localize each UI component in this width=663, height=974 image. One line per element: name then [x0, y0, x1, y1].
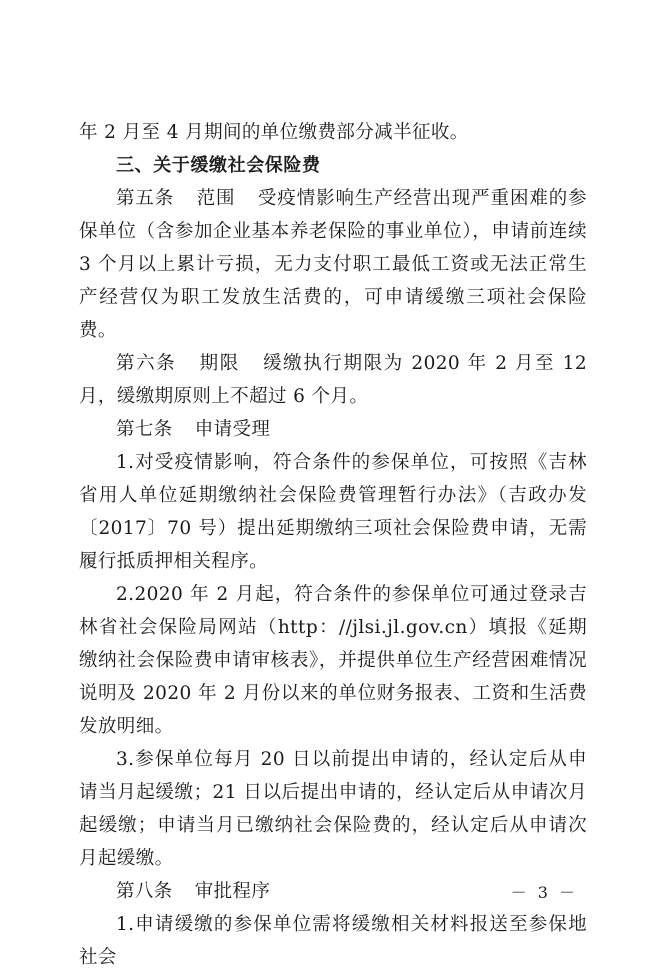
article-6 — [79, 347, 587, 413]
article-5-text: 受疫情影响生产经营出现严重困难的参保单位（含参加企业基本养老保险的事业单位），申请前连续 3 个月以上累计亏损，无力支付职工最低工资或无法正常生产经营仅为职工发放生活费的，可申请缓缴三项社会保险费。 — [79, 188, 587, 341]
article-5-number: 第五条 — [116, 188, 175, 209]
article-7-heading — [79, 413, 587, 446]
article-7-item-1: 1.对受疫情影响，符合条件的参保单位，可按照《吉林省用人单位延期缴纳社会保险费管理暂行办法》（吉政办发〔2017〕70 号）提出延期缴纳三项社会保险费申请，无需履行抵质押相关程序。 — [79, 452, 587, 572]
article-8-item-1: 1.申请缓缴的参保单位需将缓缴相关材料报送至参保地社会 — [79, 914, 587, 968]
section-heading: 三、关于缓缴社会保险费 — [116, 155, 321, 176]
article-7-title: 申请受理 — [194, 419, 271, 440]
article-6-title: 期限 — [198, 353, 240, 374]
page-number: － 3 － — [510, 883, 578, 902]
article-7-item-3: 3.参保单位每月 20 日以前提出申请的，经认定后从申请当月起缓缴；21 日以后提出申请的，经认定后从申请次月起缓缴；申请当月已缴纳社会保险费的，经认定后从申请次月起缓缴。 — [79, 749, 587, 869]
continuation-paragraph: 年 2 月至 4 月期间的单位缴费部分减半征收。 — [79, 122, 469, 143]
article-7-number: 第七条 — [116, 419, 173, 440]
article-8-number: 第八条 — [116, 881, 173, 902]
document-body — [79, 116, 587, 974]
article-5 — [79, 182, 587, 347]
article-6-text: 缓缴执行期限为 2020 年 2 月至 12 月，缓缴期原则上不超过 6 个月。 — [79, 353, 587, 407]
article-7-item-2: 2.2020 年 2 月起，符合条件的参保单位可通过登录吉林省社会保险局网站（http：//jlsi.jl.gov.cn）填报《延期缴纳社会保险费申请审核表》，并提供单位生产经营困难情况说明及 2020 年 2 月份以来的单位财务报表、工资和生活费发放明细。 — [79, 584, 587, 737]
article-8-title: 审批程序 — [194, 881, 271, 902]
article-5-title: 范围 — [196, 188, 236, 209]
article-6-number: 第六条 — [116, 353, 177, 374]
